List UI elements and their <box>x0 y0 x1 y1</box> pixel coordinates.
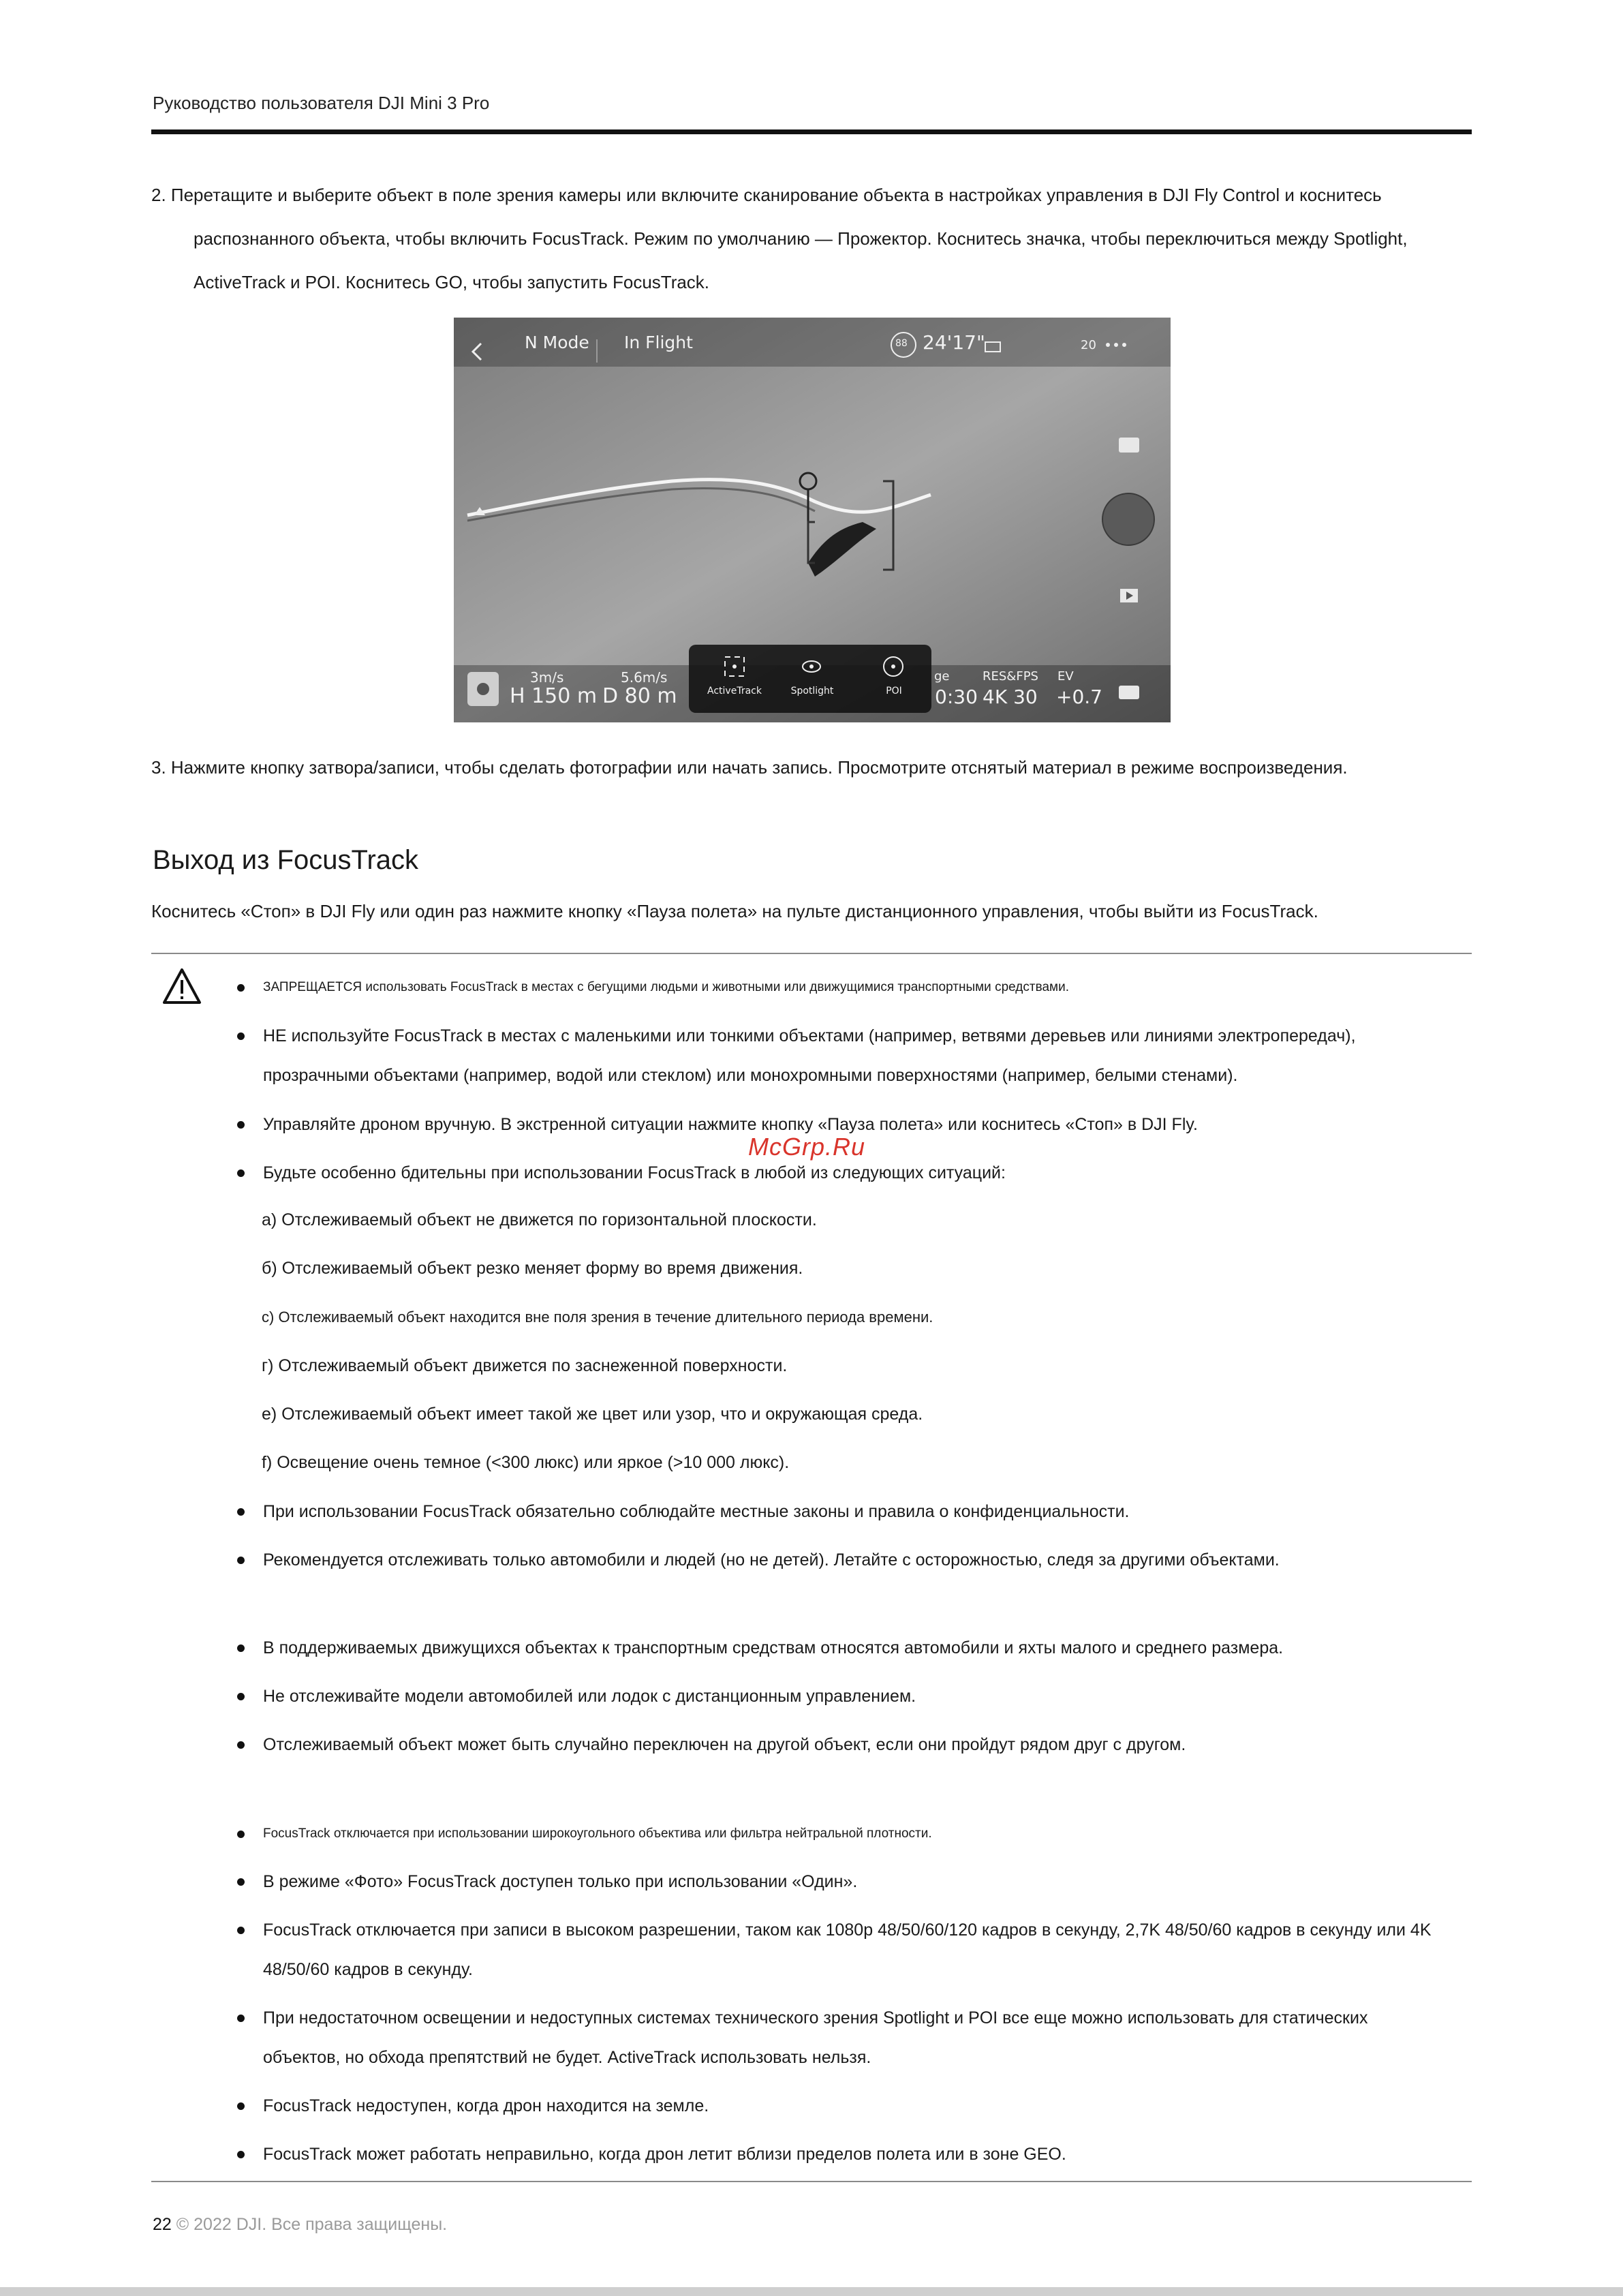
bullet-icon <box>237 1032 245 1040</box>
warning-item: НЕ используйте FocusTrack в местах с маленькими или тонкими объектами (например, ветвями деревьев или линиями электропередач), прозрачными объектами (например, водой или стеклом) или монохромными поверхностями (например, белыми стенами). <box>237 1026 1462 1086</box>
battery-percent: 88 <box>895 338 908 349</box>
note-item: Отслеживаемый объект может быть случайно переключен на другой объект, если они пройдут рядом друг с другом. <box>237 1734 1462 1755</box>
storage-value: 0:30 <box>935 686 978 708</box>
note-item: FocusTrack может работать неправильно, когда дрон летит вблизи пределов полета или в зоне GEO. <box>237 2144 1462 2164</box>
note-item: Не отслеживайте модели автомобилей или лодок с дистанционным управлением. <box>237 1686 1462 1706</box>
bullet-icon <box>237 1508 245 1516</box>
copyright: © 2022 DJI. Все права защищены. <box>176 2215 448 2234</box>
warning-top-divider <box>151 953 1472 954</box>
bullet-icon <box>237 1557 245 1564</box>
bullet-icon <box>237 984 245 992</box>
camera-mode-icon <box>1119 438 1139 453</box>
situation-item: а) Отслеживаемый объект не движется по горизонтальной плоскости. <box>262 1210 817 1229</box>
vertical-speed-label: 5.6m/s <box>621 669 668 686</box>
warning-item: Рекомендуется отслеживать только автомобили и людей (но не детей). Летайте с осторожностью, следя за другими объектами. <box>237 1550 1462 1570</box>
note-item: В поддерживаемых движущихся объектах к транспортным средствам относятся автомобили и яхты малого и среднего размера. <box>237 1638 1462 1658</box>
bullet-icon <box>237 1644 245 1652</box>
note-item: FocusTrack недоступен, когда дрон находится на земле. <box>237 2096 1462 2116</box>
activetrack-mode-button[interactable]: ActiveTrack <box>707 686 762 697</box>
bullet-icon <box>237 2102 245 2110</box>
bullet-icon <box>237 1693 245 1700</box>
distance-readout: D 80 m <box>602 684 677 708</box>
screenshot-background <box>454 318 1171 722</box>
more-dot-2 <box>1114 343 1118 347</box>
focustrack-mode-panel <box>689 645 931 713</box>
step-3-paragraph: 3. Нажмите кнопку затвора/записи, чтобы сделать фотографии или начать запись. Просмотрите отснятый материал в режиме воспроизведения. <box>151 757 1348 778</box>
situation-item: c) Отслеживаемый объект находится вне поля зрения в течение длительного периода времени. <box>262 1308 933 1326</box>
note-item: FocusTrack отключается при использовании широкоугольного объектива или фильтра нейтральной плотности. <box>237 1824 1462 1844</box>
note-item: При недостаточном освещении и недоступных системах технического зрения Spotlight и POI все еще можно использовать для статических объектов, но обхода препятствий не будет. ActiveTrack использовать нельзя. <box>237 2008 1462 2068</box>
step-2-paragraph <box>151 173 1473 304</box>
bullet-icon <box>237 1121 245 1129</box>
exit-section-title: Выход из FocusTrack <box>153 845 419 875</box>
page-footer <box>153 2215 447 2235</box>
note-item: В режиме «Фото» FocusTrack доступен только при использовании «Один». <box>237 1871 1462 1892</box>
warning-item: При использовании FocusTrack обязательно соблюдайте местные законы и правила о конфиденциальности. <box>237 1501 1462 1522</box>
app-screenshot <box>454 318 1171 722</box>
warning-triangle-icon <box>162 968 202 1005</box>
note-item: FocusTrack отключается при записи в высоком разрешении, таком как 1080p 48/50/60/120 кадров в секунду, 2,7K 48/50/60 кадров в секунду или 4K 48/50/60 кадров в секунду. <box>237 1920 1462 1980</box>
flight-mode-label[interactable]: N Mode <box>525 333 589 352</box>
step-2-line-2: распознанного объекта, чтобы включить FocusTrack. Режим по умолчанию — Прожектор. Коснитесь значка, чтобы переключиться между Spotlight, <box>194 228 1408 249</box>
step-2-line-3: ActiveTrack и POI. Коснитесь GO, чтобы запустить FocusTrack. <box>194 272 710 292</box>
bullet-icon <box>237 2151 245 2158</box>
situation-item: е) Отслеживаемый объект имеет такой же цвет или узор, что и окружающая среда. <box>262 1405 923 1424</box>
watermark: McGrp.Ru <box>748 1133 866 1161</box>
ev-value[interactable]: +0.7 <box>1056 686 1102 708</box>
page-number: 22 <box>153 2215 172 2234</box>
height-readout: H 150 m <box>510 684 598 708</box>
shutter-button-icon <box>1102 493 1154 545</box>
situation-item: б) Отслеживаемый объект резко меняет форму во время движения. <box>262 1259 803 1278</box>
warning-item: Будьте особенно бдительны при использовании FocusTrack в любой из следующих ситуаций: <box>237 1163 1462 1183</box>
satellite-count: 20 <box>1081 338 1096 352</box>
resolution-value[interactable]: 4K 30 <box>983 686 1038 708</box>
bullet-icon <box>237 1741 245 1749</box>
bullet-icon <box>237 1927 245 1934</box>
horizontal-speed-label: 3m/s <box>530 669 564 686</box>
bullet-icon <box>237 1878 245 1886</box>
flight-status-label: In Flight <box>624 333 693 352</box>
page-header-title: Руководство пользователя DJI Mini 3 Pro <box>153 93 490 113</box>
camera-settings-icon <box>1119 686 1139 699</box>
resolution-label: RES&FPS <box>983 669 1038 684</box>
flight-time: 24'17" <box>923 331 985 354</box>
spotlight-mode-button[interactable]: Spotlight <box>790 686 834 697</box>
ev-label: EV <box>1057 669 1074 684</box>
bullet-icon <box>237 1831 245 1838</box>
page-bottom-band <box>0 2287 1623 2296</box>
bullet-icon <box>237 2015 245 2022</box>
exit-section-text: Коснитесь «Стоп» в DJI Fly или один раз нажмите кнопку «Пауза полета» на пульте дистанционного управления, чтобы выйти из FocusTrack. <box>151 901 1318 921</box>
header-divider <box>151 129 1472 134</box>
step-2-line-1: 2. Перетащите и выберите объект в поле зрения камеры или включите сканирование объекта в настройках управления в DJI Fly Control и коснитесь <box>151 185 1382 205</box>
poi-mode-button[interactable]: POI <box>886 686 902 697</box>
warning-bottom-divider <box>151 2181 1472 2182</box>
more-dot-1 <box>1106 343 1110 347</box>
situation-item: г) Отслеживаемый объект движется по заснеженной поверхности. <box>262 1356 788 1375</box>
warning-item: Управляйте дроном вручную. В экстренной ситуации нажмите кнопку «Пауза полета» или коснитесь «Стоп» в DJI Fly. <box>237 1114 1462 1135</box>
warning-item: ЗАПРЕЩАЕТСЯ использовать FocusTrack в местах с бегущими людьми и животными или движущимися транспортными средствами. <box>237 977 1462 998</box>
bullet-icon <box>237 1169 245 1177</box>
situation-item: f) Освещение очень темное (<300 люкс) или яркое (>10 000 люкс). <box>262 1453 790 1472</box>
more-dot-3 <box>1122 343 1126 347</box>
storage-label: ge <box>934 669 950 684</box>
